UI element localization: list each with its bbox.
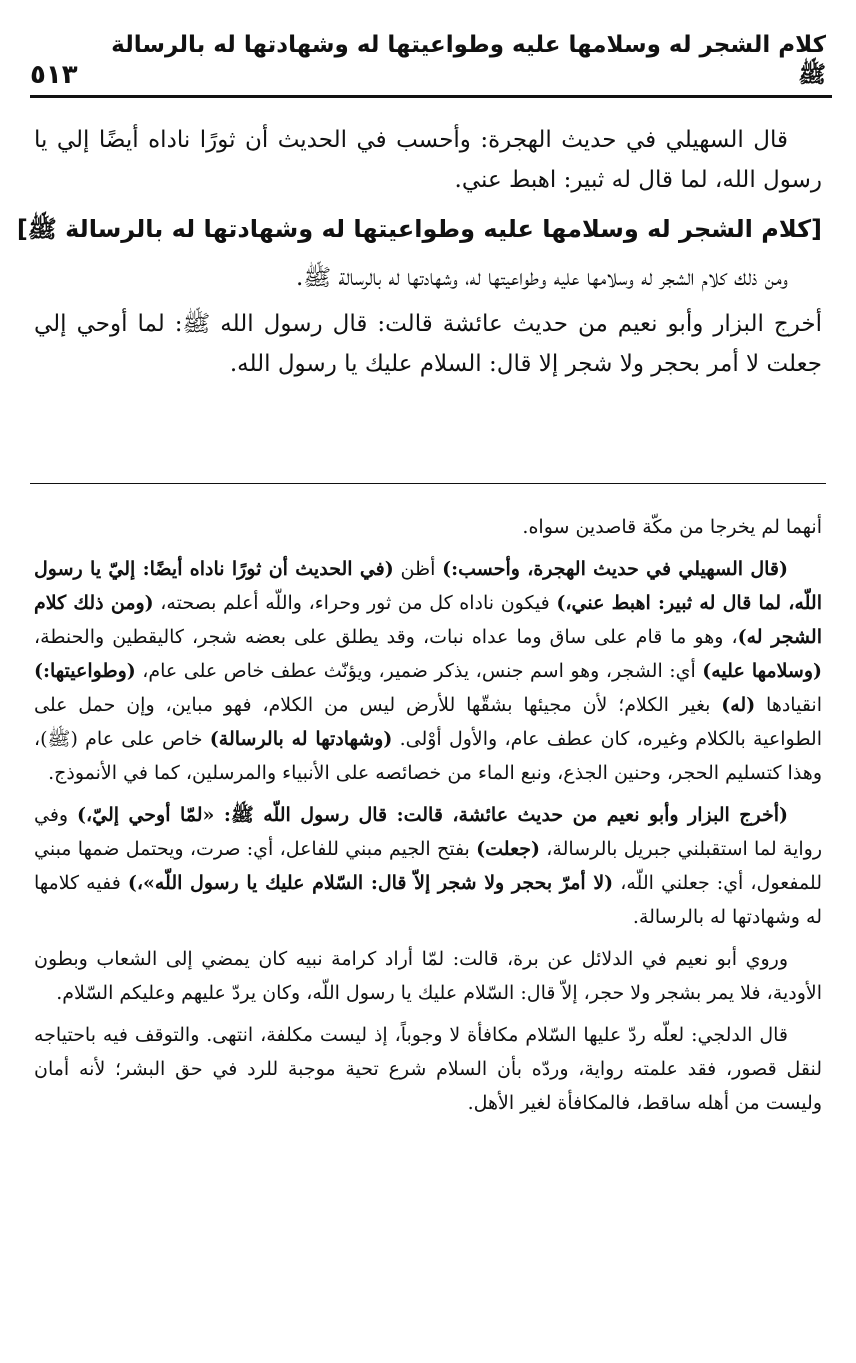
commentary-paragraph-5: قال الدلجي: لعلّه ردّ عليها السّلام مكافأة لا وجوباً، إذ ليست مكلفة، انتهى. والتوقف فيه باحتياجه لنقل قصور، فقد علمته رواية، وردّه بأن السلام شرع تحية موجبة للرد في حق البشر؛ لأنه أمان وليست من أهله ساقط، فالمكافأة لغير الأهل. — [34, 1024, 822, 1114]
header-title: كلام الشجر له وسلامها عليه وطواعيتها له وشهادتها له بالرسالة ﷺ — [111, 32, 826, 88]
commentary-paragraph-2 — [34, 552, 822, 790]
running-header — [30, 32, 826, 90]
page-number: ٥١٣ — [30, 60, 78, 90]
main-paragraph-1: قال السهيلي في حديث الهجرة: وأحسب في الحديث أن ثورًا ناداه أيضًا إلي يا رسول الله، لما قال له ثبير: اهبط عني. — [34, 127, 822, 193]
quoted-phrase: (وسلامها عليه) — [702, 660, 822, 682]
quoted-phrase: (له) — [721, 694, 756, 716]
commentary-fragment: بفتح الجيم مبني للفاعل، أي: صرت، ويحتمل ضمها مبني للمفعول، أي: جعلني اللّه، — [34, 838, 822, 894]
quoted-phrase: (لا أمرّ بحجر ولا شجر إلاّ قال: السّلام عليك يا رسول اللّه»،) — [127, 872, 614, 894]
commentary-fragment: وفي رواية لما استقبلني جبريل بالرسالة، — [34, 804, 823, 860]
quoted-phrase: (في الحديث أن ثورًا ناداه أيضًا: إليّ يا رسول اللّه، لما قال له ثبير: اهبط عني،) — [34, 558, 822, 614]
commentary-fragment: ففيه كلامها له وشهادتها له بالرسالة. — [34, 872, 822, 928]
quoted-phrase: (جعلت) — [476, 838, 540, 860]
commentary-fragment: بغير الكلام؛ لأن مجيئها بشقّها للأرض ليس من الكلام، فهو مباين، وإن حمل على الطواعية بالكلام وغيره، كان عطف عام، والأول أوْلى. — [34, 694, 822, 750]
commentary-fragment: أي: الشجر، وهو اسم جنس، يذكر ضمير، ويؤنّث عطف خاص على عام، — [135, 660, 703, 682]
header-rule — [30, 95, 832, 98]
main-paragraph-3: أخرج البزار وأبو نعيم من حديث عائشة قالت: قال رسول الله ﷺ: لما أوحي إلي جعلت لا أمر بحجر ولا شجر إلا قال: السلام عليك يا رسول الله. — [34, 311, 822, 377]
main-paragraph-2: ومن ذلك كلام الشجر له وسلامها عليه وطواعيتها له، وشهادتها له بالرسالة ﷺ. — [296, 265, 788, 291]
commentary-fragment: خاص على عام (ﷺ)، وهذا كتسليم الحجر، وحنين الجذع، ونبع الماء من خصائصه على الأنبياء والمرسلين، كما في الأنموذج. — [34, 728, 822, 784]
quoted-phrase: (وطواعيتها:) — [34, 660, 136, 682]
quoted-phrase: (ومن ذلك كلام الشجر له) — [34, 592, 822, 648]
quoted-phrase: (أخرج البزار وأبو نعيم من حديث عائشة، قالت: قال رسول اللّه ﷺ: «لمّا أوحي إليّ،) — [76, 804, 788, 826]
commentary-divider — [30, 483, 826, 484]
commentary-fragment: انقيادها — [755, 694, 822, 716]
commentary-fragment: ، وهو ما قام على ساق وما عداه نبات، وقد يطلق على بعضه شجر، كاليقطين والحنطة، — [34, 626, 738, 648]
quoted-phrase: (وشهادتها له بالرسالة) — [209, 728, 393, 750]
quoted-phrase: (قال السهيلي في حديث الهجرة، وأحسب:) — [442, 558, 788, 580]
main-text — [16, 120, 822, 390]
commentary-fragment: أظن — [393, 558, 443, 580]
section-heading: [كلام الشجر له وسلامها عليه وطواعيتها له وشهادتها له بالرسالة ﷺ] — [16, 215, 822, 243]
commentary-paragraph-3 — [34, 798, 822, 934]
commentary-fragment: فيكون ناداه كل من ثور وحراء، واللّه أعلم بصحته، — [153, 592, 557, 614]
commentary-text — [34, 510, 822, 1128]
commentary-paragraph-1: أنهما لم يخرجا من مكّة قاصدين سواه. — [522, 516, 822, 538]
commentary-paragraph-4: وروي أبو نعيم في الدلائل عن برة، قالت: لمّا أراد كرامة نبيه كان يمضي إلى الشعاب وبطون الأودية، فلا يمر بشجر ولا حجر، إلاّ قال: السّلام عليك يا رسول اللّه، وكان يردّ عليهم وعليكم السّلام. — [34, 948, 822, 1004]
